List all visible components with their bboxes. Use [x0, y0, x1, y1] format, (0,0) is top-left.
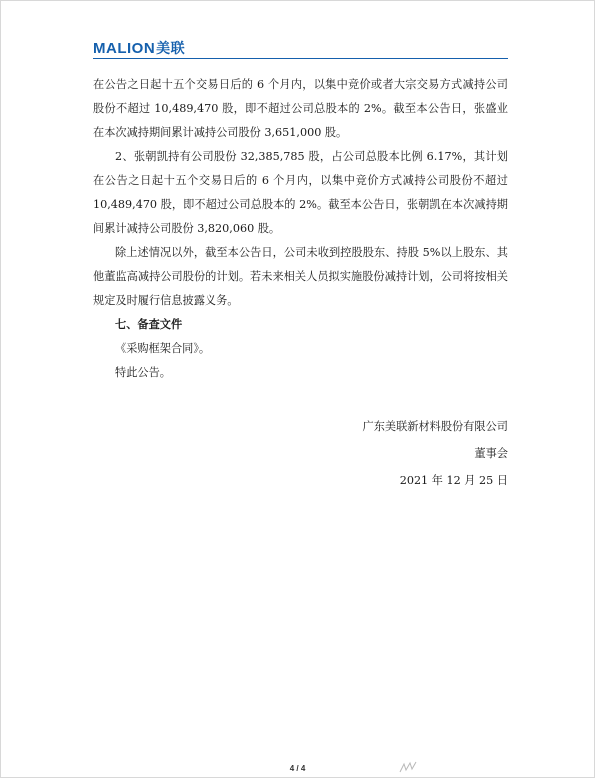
- header-rule: [93, 58, 508, 59]
- header: [93, 40, 508, 60]
- signature-board: 董事会: [474, 447, 508, 460]
- section-heading: 七、备查文件: [115, 318, 183, 331]
- paragraph-3: 除上述情况以外，截至本公告日，公司未收到控股股东、持股 5%以上股东、其他董监高减持公司股份的计划。若未来相关人员拟实施股份减持计划，公司将按相关规定及时履行信息披露义务。: [93, 246, 508, 307]
- logo-cn: 美联: [156, 41, 186, 57]
- company-logo: [93, 40, 185, 58]
- signature-block: [363, 413, 508, 494]
- paragraph-2: 2、张朝凯持有公司股份 32,385,785 股，占公司总股本比例 6.17%，其计划在公告之日起十五个交易日后的 6 个月内，以集中竞价方式减持公司股份不超过 10,489,470 股，即不超过公司总股本的 2%。截至本公告日，张朝凯在本次减持期间累计减持公司股份 3,820,060 股。: [93, 150, 508, 235]
- page-number: 4 / 4: [289, 764, 306, 773]
- document-body: [93, 73, 508, 385]
- signature-company: 广东美联新材料股份有限公司: [362, 420, 508, 433]
- closing-line: 特此公告。: [115, 366, 171, 379]
- reference-document: 《采购框架合同》。: [115, 342, 211, 355]
- logo-text: MALION: [93, 40, 156, 57]
- paragraph-1: 在公告之日起十五个交易日后的 6 个月内，以集中竞价或者大宗交易方式减持公司股份不超过 10,489,470 股，即不超过公司总股本的 2%。截至本公告日，张盛业在本次减持期间累计减持公司股份 3,651,000 股。: [93, 78, 508, 139]
- signature-date: 2021 年 12 月 25 日: [399, 474, 508, 487]
